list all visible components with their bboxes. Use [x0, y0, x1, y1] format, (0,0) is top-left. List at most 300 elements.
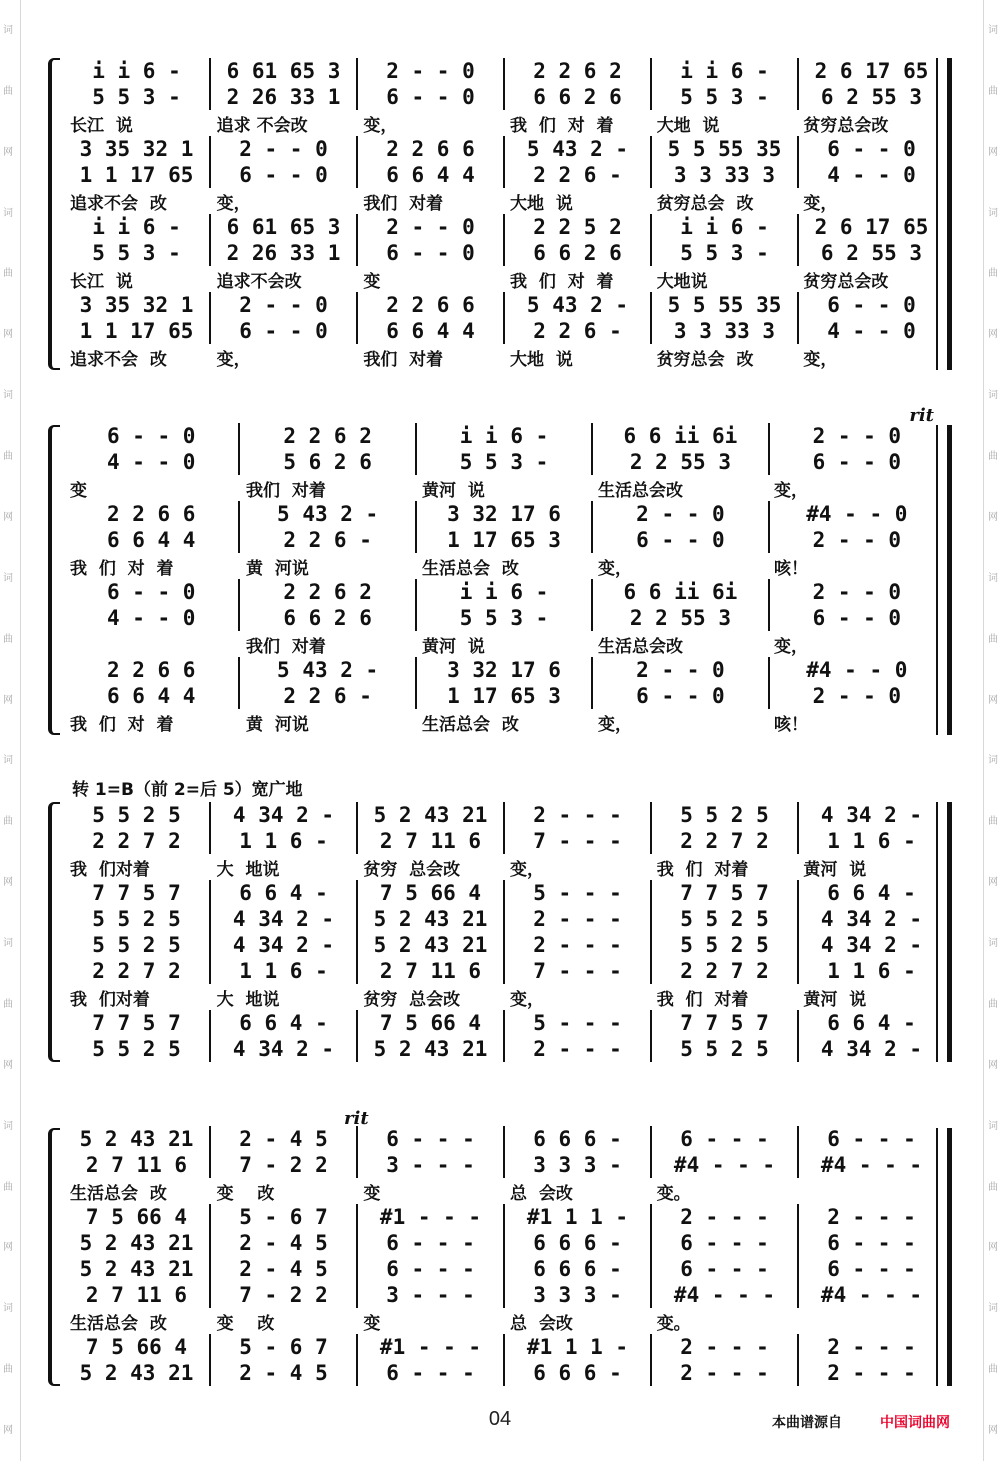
watermark-glyph: 词	[988, 390, 998, 402]
lyric-measure: 大 地说	[216, 859, 280, 880]
voice-part-line	[64, 1204, 944, 1230]
measure: 6 6 4 4	[64, 527, 240, 553]
voice-part-line	[64, 423, 944, 449]
measure: 4 34 2 -	[820, 933, 923, 957]
measure: #1 1 1 -	[505, 1204, 652, 1230]
measure: 4 - - 0	[827, 163, 916, 187]
measure: 2 2 6 -	[505, 318, 652, 344]
lyric-measure: 黄河 说	[803, 989, 867, 1010]
watermark-glyph: 词	[3, 938, 13, 950]
watermark-glyph: 词	[3, 207, 13, 219]
voice-part-line	[64, 162, 944, 188]
lyric-measure: 我 们 对 着	[70, 558, 174, 579]
measure: 2 2 6 -	[240, 683, 416, 709]
key-change-heading: 转 1=B（前 2=后 5）宽广地	[72, 780, 303, 800]
measure: 7 7 5 7	[652, 1010, 799, 1036]
voice-part-line	[64, 214, 944, 240]
measure: 2 - - -	[827, 1205, 916, 1229]
page-number: 04	[488, 1408, 512, 1430]
watermark-glyph: 曲	[988, 268, 998, 280]
measure: 2 - 4 5	[211, 1256, 358, 1282]
measure: 6 61 65 3	[211, 214, 358, 240]
lyric-measure: 变，	[774, 636, 808, 657]
measure: 2 2 7 2	[652, 828, 799, 854]
lyric-measure: 变，	[363, 115, 398, 136]
measure: 2 - - -	[652, 1334, 799, 1360]
lyric-measure: 变，	[803, 349, 838, 370]
measure: 2 - - 0	[593, 657, 769, 683]
watermark-glyph: 曲	[988, 816, 998, 828]
lyric-measure: 变 改	[216, 1183, 275, 1204]
measure: 3 35 32 1	[64, 292, 211, 318]
voice-part-line	[64, 1282, 944, 1308]
measure: 6 6 4 4	[64, 683, 240, 709]
measure: 2 2 6 6	[358, 136, 505, 162]
measure: 2 - - -	[652, 1204, 799, 1230]
watermark-glyph: 网	[3, 694, 13, 706]
measure: 6 6 4 -	[211, 1010, 358, 1036]
voice-part-line	[64, 1256, 944, 1282]
watermark-glyph: 词	[988, 24, 998, 36]
score-system-2	[48, 405, 952, 735]
measure: 6 - - 0	[358, 240, 505, 266]
measure: 5 5 3 -	[417, 605, 593, 631]
lyric-measure	[797, 1178, 944, 1204]
rit-marking: rit	[344, 1108, 369, 1129]
lyric-measure: 总 会改	[510, 1183, 573, 1204]
measure: i i 6 -	[64, 58, 211, 84]
lyric-measure: 黄河 说	[422, 480, 485, 501]
watermark-glyph: 网	[3, 329, 13, 341]
measure: 2 26 33 1	[211, 240, 358, 266]
watermark-glyph: 网	[3, 1059, 13, 1071]
measure: 5 2 43 21	[358, 906, 505, 932]
measure: #1 - - -	[358, 1204, 505, 1230]
left-watermark-strip	[1, 0, 15, 1461]
measure: 2 2 6 -	[505, 162, 652, 188]
voice-part-line	[64, 880, 944, 906]
watermark-glyph: 曲	[988, 998, 998, 1010]
measure: 2 - - -	[827, 1361, 916, 1385]
watermark-glyph: 词	[988, 755, 998, 767]
lyric-measure: 黄河 说	[422, 636, 485, 657]
lyric-line	[64, 188, 944, 214]
lyric-line	[64, 984, 944, 1010]
lyric-measure: 大 地说	[216, 989, 280, 1010]
measure: 2 - - -	[505, 906, 652, 932]
watermark-glyph: 网	[988, 1059, 998, 1071]
right-watermark-strip	[986, 0, 1000, 1461]
lyric-measure: 黄河 说	[803, 859, 867, 880]
measure: 1 1 6 -	[211, 828, 358, 854]
lyric-measure: 我们 对着	[363, 349, 444, 370]
measure: 6 - - 0	[827, 137, 916, 161]
measure: 2 6 17 65	[814, 215, 929, 239]
measure: 6 - - 0	[64, 423, 240, 449]
lyric-measure: 变，	[216, 193, 251, 214]
measure: 2 - - -	[505, 1036, 652, 1062]
watermark-glyph: 网	[3, 1425, 13, 1437]
lyric-measure: 咳！	[774, 714, 808, 735]
voice-part-line	[64, 828, 944, 854]
measure: 2 2 7 2	[64, 958, 211, 984]
measure: 4 34 2 -	[211, 802, 358, 828]
lyric-measure: 黄 河说	[246, 558, 309, 579]
measure: 2 26 33 1	[211, 84, 358, 110]
measure: 3 35 32 1	[64, 136, 211, 162]
system-bracket	[48, 802, 60, 1062]
voice-part-line	[64, 292, 944, 318]
watermark-glyph: 曲	[3, 1181, 13, 1193]
watermark-glyph: 曲	[3, 268, 13, 280]
watermark-glyph: 网	[3, 877, 13, 889]
measure: 5 5 2 5	[64, 802, 211, 828]
measure: 6 - - -	[827, 1231, 916, 1255]
measure: 6 - - -	[358, 1126, 505, 1152]
measure: 3 32 17 6	[417, 501, 593, 527]
voice-part-line	[64, 58, 944, 84]
measure: 2 2 6 2	[240, 579, 416, 605]
lyric-measure	[64, 631, 240, 657]
measure: 4 34 2 -	[211, 1036, 358, 1062]
measure: 2 - - -	[827, 1335, 916, 1359]
lyric-measure: 黄 河说	[246, 714, 309, 735]
voice-part-line	[64, 240, 944, 266]
measure: 6 - - -	[358, 1256, 505, 1282]
voice-part-line	[64, 1360, 944, 1386]
watermark-glyph: 网	[988, 877, 998, 889]
score-system-4	[48, 1108, 952, 1386]
measure: 2 2 7 2	[64, 828, 211, 854]
measure: 6 - - -	[652, 1256, 799, 1282]
measure: 5 - 6 7	[211, 1204, 358, 1230]
measure: 3 - - -	[358, 1152, 505, 1178]
measure: 5 5 2 5	[64, 1036, 211, 1062]
voice-part-line	[64, 136, 944, 162]
voice-part-line	[64, 1152, 944, 1178]
measure: 6 6 4 4	[358, 318, 505, 344]
measure: 1 1 17 65	[64, 318, 211, 344]
voice-part-line	[64, 527, 944, 553]
lyric-measure: 追求 不会改	[216, 115, 308, 136]
watermark-glyph: 词	[3, 1303, 13, 1315]
voice-part-line	[64, 802, 944, 828]
measure: #4 - - -	[820, 1283, 923, 1307]
lyric-measure: 我 们 对着	[656, 989, 749, 1010]
voice-part-line	[64, 579, 944, 605]
lyric-line	[64, 553, 944, 579]
measure: 2 - 4 5	[211, 1230, 358, 1256]
measure: 6 - - -	[652, 1126, 799, 1152]
measure: 5 5 3 -	[652, 84, 799, 110]
measure: 2 - - -	[652, 1360, 799, 1386]
measure: 2 2 5 2	[505, 214, 652, 240]
source-label: 本曲谱源自	[772, 1415, 842, 1431]
measure: 5 5 2 5	[652, 932, 799, 958]
measure: 2 - - -	[505, 932, 652, 958]
measure: 6 - - -	[652, 1230, 799, 1256]
measure: 5 2 43 21	[64, 1126, 211, 1152]
lyric-measure: 变	[363, 1313, 381, 1334]
measure: 2 - - -	[505, 802, 652, 828]
measure: 4 34 2 -	[211, 906, 358, 932]
measure: 2 - - 0	[211, 136, 358, 162]
watermark-glyph: 词	[3, 390, 13, 402]
measure: 6 - - -	[358, 1230, 505, 1256]
lyric-measure: 咳！	[774, 558, 808, 579]
measure: 2 2 6 6	[358, 292, 505, 318]
lyric-measure: 变，	[598, 714, 632, 735]
watermark-glyph: 词	[3, 755, 13, 767]
measure: 2 2 6 -	[240, 527, 416, 553]
voice-part-line	[64, 958, 944, 984]
lyric-measure	[797, 1308, 944, 1334]
measure: 7 5 66 4	[358, 1010, 505, 1036]
measure: 4 34 2 -	[820, 1037, 923, 1061]
measure: 1 1 17 65	[64, 162, 211, 188]
measure: 5 5 3 -	[64, 240, 211, 266]
measure: 2 - 4 5	[211, 1126, 358, 1152]
measure: 6 - - 0	[211, 318, 358, 344]
measure: i i 6 -	[652, 58, 799, 84]
measure: 6 - - -	[358, 1360, 505, 1386]
measure: 4 34 2 -	[820, 803, 923, 827]
measure: 7 5 66 4	[64, 1334, 211, 1360]
source-brand: 中国词曲网	[880, 1415, 950, 1431]
lyric-measure: 生活总会改	[598, 480, 683, 501]
lyric-measure: 变，	[510, 859, 545, 880]
measure: 1 17 65 3	[417, 527, 593, 553]
measure: #4 - - -	[652, 1282, 799, 1308]
measure: #1 - - -	[358, 1334, 505, 1360]
watermark-glyph: 网	[988, 146, 998, 158]
measure: 7 - 2 2	[211, 1282, 358, 1308]
lyric-line	[64, 110, 944, 136]
voice-part-line	[64, 1010, 944, 1036]
system-bracket	[48, 1128, 60, 1386]
measure: 2 7 11 6	[64, 1152, 211, 1178]
lyric-measure: 我们 对着	[246, 636, 326, 657]
lyric-line	[64, 1308, 944, 1334]
measure: 1 1 6 -	[827, 959, 916, 983]
lyric-measure: 变	[363, 271, 381, 292]
measure: 3 - - -	[358, 1282, 505, 1308]
measure: 2 - - 0	[812, 580, 902, 604]
measure: #4 - - 0	[806, 502, 908, 526]
watermark-glyph: 词	[988, 1120, 998, 1132]
measure: 5 2 43 21	[358, 932, 505, 958]
measure: 5 2 43 21	[358, 1036, 505, 1062]
lyric-measure: 变，	[598, 558, 632, 579]
measure: 6 - - 0	[812, 606, 902, 630]
measure: 6 6 2 6	[505, 84, 652, 110]
measure: 6 2 55 3	[820, 85, 923, 109]
measure: 5 - - -	[505, 880, 652, 906]
measure: 5 2 43 21	[64, 1360, 211, 1386]
measure: 6 6 6 -	[505, 1256, 652, 1282]
watermark-glyph: 曲	[988, 1181, 998, 1193]
measure: 6 - - 0	[211, 162, 358, 188]
measure: 5 2 43 21	[64, 1230, 211, 1256]
watermark-glyph: 曲	[988, 85, 998, 97]
lyric-line	[64, 1178, 944, 1204]
measure: #4 - - -	[820, 1153, 923, 1177]
lyric-measure: 变。	[656, 1183, 691, 1204]
lyric-measure: 生活总会 改	[70, 1313, 167, 1334]
measure: 2 7 11 6	[358, 828, 505, 854]
lyric-measure: 变，	[803, 193, 838, 214]
measure: 2 2 7 2	[652, 958, 799, 984]
measure: 4 - - 0	[64, 449, 240, 475]
score-system-1	[48, 58, 952, 370]
lyric-measure: 大地 说	[510, 193, 573, 214]
measure: 5 6 2 6	[240, 449, 416, 475]
watermark-glyph: 曲	[3, 1364, 13, 1376]
measure: 6 6 2 6	[240, 605, 416, 631]
measure: 5 5 2 5	[652, 1036, 799, 1062]
watermark-glyph: 网	[988, 1425, 998, 1437]
measure: 5 2 43 21	[64, 1256, 211, 1282]
system-bracket	[48, 58, 60, 370]
lyric-line	[64, 854, 944, 880]
measure: 6 61 65 3	[211, 58, 358, 84]
lyric-measure: 变，	[510, 989, 545, 1010]
lyric-measure: 生活总会 改	[70, 1183, 167, 1204]
measure: 4 34 2 -	[211, 932, 358, 958]
watermark-glyph: 曲	[988, 451, 998, 463]
lyric-measure: 长江 说	[70, 115, 133, 136]
measure: 2 2 6 6	[64, 657, 240, 683]
measure: 1 17 65 3	[417, 683, 593, 709]
measure: 2 - - 0	[812, 528, 902, 552]
watermark-glyph: 曲	[3, 85, 13, 97]
watermark-glyph: 曲	[3, 633, 13, 645]
lyric-measure: 追求不会改	[216, 271, 302, 292]
measure: 5 5 3 -	[64, 84, 211, 110]
measure: 5 5 55 35	[652, 292, 799, 318]
measure: 2 - 4 5	[211, 1360, 358, 1386]
lyric-measure: 贫穷总会 改	[656, 193, 754, 214]
lyric-measure: 大地 说	[510, 349, 573, 370]
lyric-measure: 追求不会 改	[70, 349, 167, 370]
lyric-measure: 我 们对着	[70, 989, 150, 1010]
watermark-glyph: 网	[988, 1242, 998, 1254]
measure: 2 7 11 6	[64, 1282, 211, 1308]
measure: 3 3 3 -	[505, 1282, 652, 1308]
lyric-measure: 生活总会 改	[422, 714, 519, 735]
lyric-measure: 变 改	[216, 1313, 275, 1334]
measure: 6 - - 0	[593, 527, 769, 553]
voice-part-line	[64, 683, 944, 709]
measure: #4 - - 0	[806, 658, 908, 682]
measure: 1 1 6 -	[211, 958, 358, 984]
measure: 2 - - 0	[358, 214, 505, 240]
measure: 6 6 4 -	[211, 880, 358, 906]
measure: 5 - 6 7	[211, 1334, 358, 1360]
measure: 5 - - -	[505, 1010, 652, 1036]
watermark-glyph: 词	[3, 572, 13, 584]
lyric-measure: 大地 说	[656, 115, 720, 136]
lyric-measure: 我 们 对着	[656, 859, 749, 880]
measure: 2 - - 0	[211, 292, 358, 318]
measure: 7 7 5 7	[652, 880, 799, 906]
watermark-glyph: 网	[988, 694, 998, 706]
measure: 3 3 3 -	[505, 1152, 652, 1178]
measure: 5 5 3 -	[417, 449, 593, 475]
measure: i i 6 -	[64, 214, 211, 240]
measure: 6 - - 0	[64, 579, 240, 605]
lyric-measure: 总 会改	[510, 1313, 573, 1334]
measure: 2 7 11 6	[358, 958, 505, 984]
measure: 2 2 6 2	[240, 423, 416, 449]
watermark-glyph: 词	[988, 207, 998, 219]
lyric-measure: 长江 说	[70, 271, 133, 292]
lyric-line	[64, 266, 944, 292]
voice-part-line	[64, 84, 944, 110]
lyric-measure: 我们 对着	[363, 193, 444, 214]
measure: 6 - - -	[827, 1257, 916, 1281]
voice-part-line	[64, 1126, 944, 1152]
watermark-glyph: 曲	[3, 816, 13, 828]
measure: 6 6 ii 6i	[593, 423, 769, 449]
measure: #4 - - -	[652, 1152, 799, 1178]
measure: 7 7 5 7	[64, 880, 211, 906]
watermark-glyph: 网	[988, 511, 998, 523]
measure: 5 43 2 -	[505, 292, 652, 318]
measure: 6 - - 0	[827, 293, 916, 317]
watermark-glyph: 网	[3, 146, 13, 158]
measure: 7 - - -	[505, 958, 652, 984]
measure: 4 - - 0	[64, 605, 240, 631]
watermark-glyph: 词	[988, 572, 998, 584]
measure: 2 6 17 65	[814, 59, 929, 83]
measure: i i 6 -	[417, 423, 593, 449]
lyric-measure: 我 们 对 着	[510, 271, 614, 292]
measure: 5 5 2 5	[652, 802, 799, 828]
measure: 5 5 3 -	[652, 240, 799, 266]
voice-part-line	[64, 605, 944, 631]
rit-mark-row	[64, 405, 952, 426]
measure: 7 7 5 7	[64, 1010, 211, 1036]
voice-part-line	[64, 1230, 944, 1256]
voice-part-line	[64, 932, 944, 958]
watermark-glyph: 曲	[3, 998, 13, 1010]
lyric-measure: 变，	[216, 349, 251, 370]
voice-part-line	[64, 318, 944, 344]
measure: 4 34 2 -	[820, 907, 923, 931]
measure: 7 5 66 4	[64, 1204, 211, 1230]
measure: 2 2 6 6	[64, 501, 240, 527]
measure: 6 6 6 -	[505, 1230, 652, 1256]
rit-marking: rit	[909, 405, 934, 426]
measure: 2 - - 0	[812, 424, 902, 448]
measure: 6 - - 0	[358, 84, 505, 110]
measure: 6 2 55 3	[820, 241, 923, 265]
measure: 3 3 33 3	[652, 162, 799, 188]
watermark-glyph: 曲	[988, 633, 998, 645]
measure: 3 3 33 3	[652, 318, 799, 344]
measure: 2 - - 0	[812, 684, 902, 708]
measure: 5 5 2 5	[64, 906, 211, 932]
measure: 7 - - -	[505, 828, 652, 854]
rit-mark-row	[64, 1108, 952, 1129]
measure: 6 6 2 6	[505, 240, 652, 266]
measure: 6 - - 0	[593, 683, 769, 709]
measure: #1 1 1 -	[505, 1334, 652, 1360]
watermark-glyph: 网	[3, 1242, 13, 1254]
lyric-measure: 我 们对着	[70, 859, 150, 880]
watermark-glyph: 网	[988, 329, 998, 341]
